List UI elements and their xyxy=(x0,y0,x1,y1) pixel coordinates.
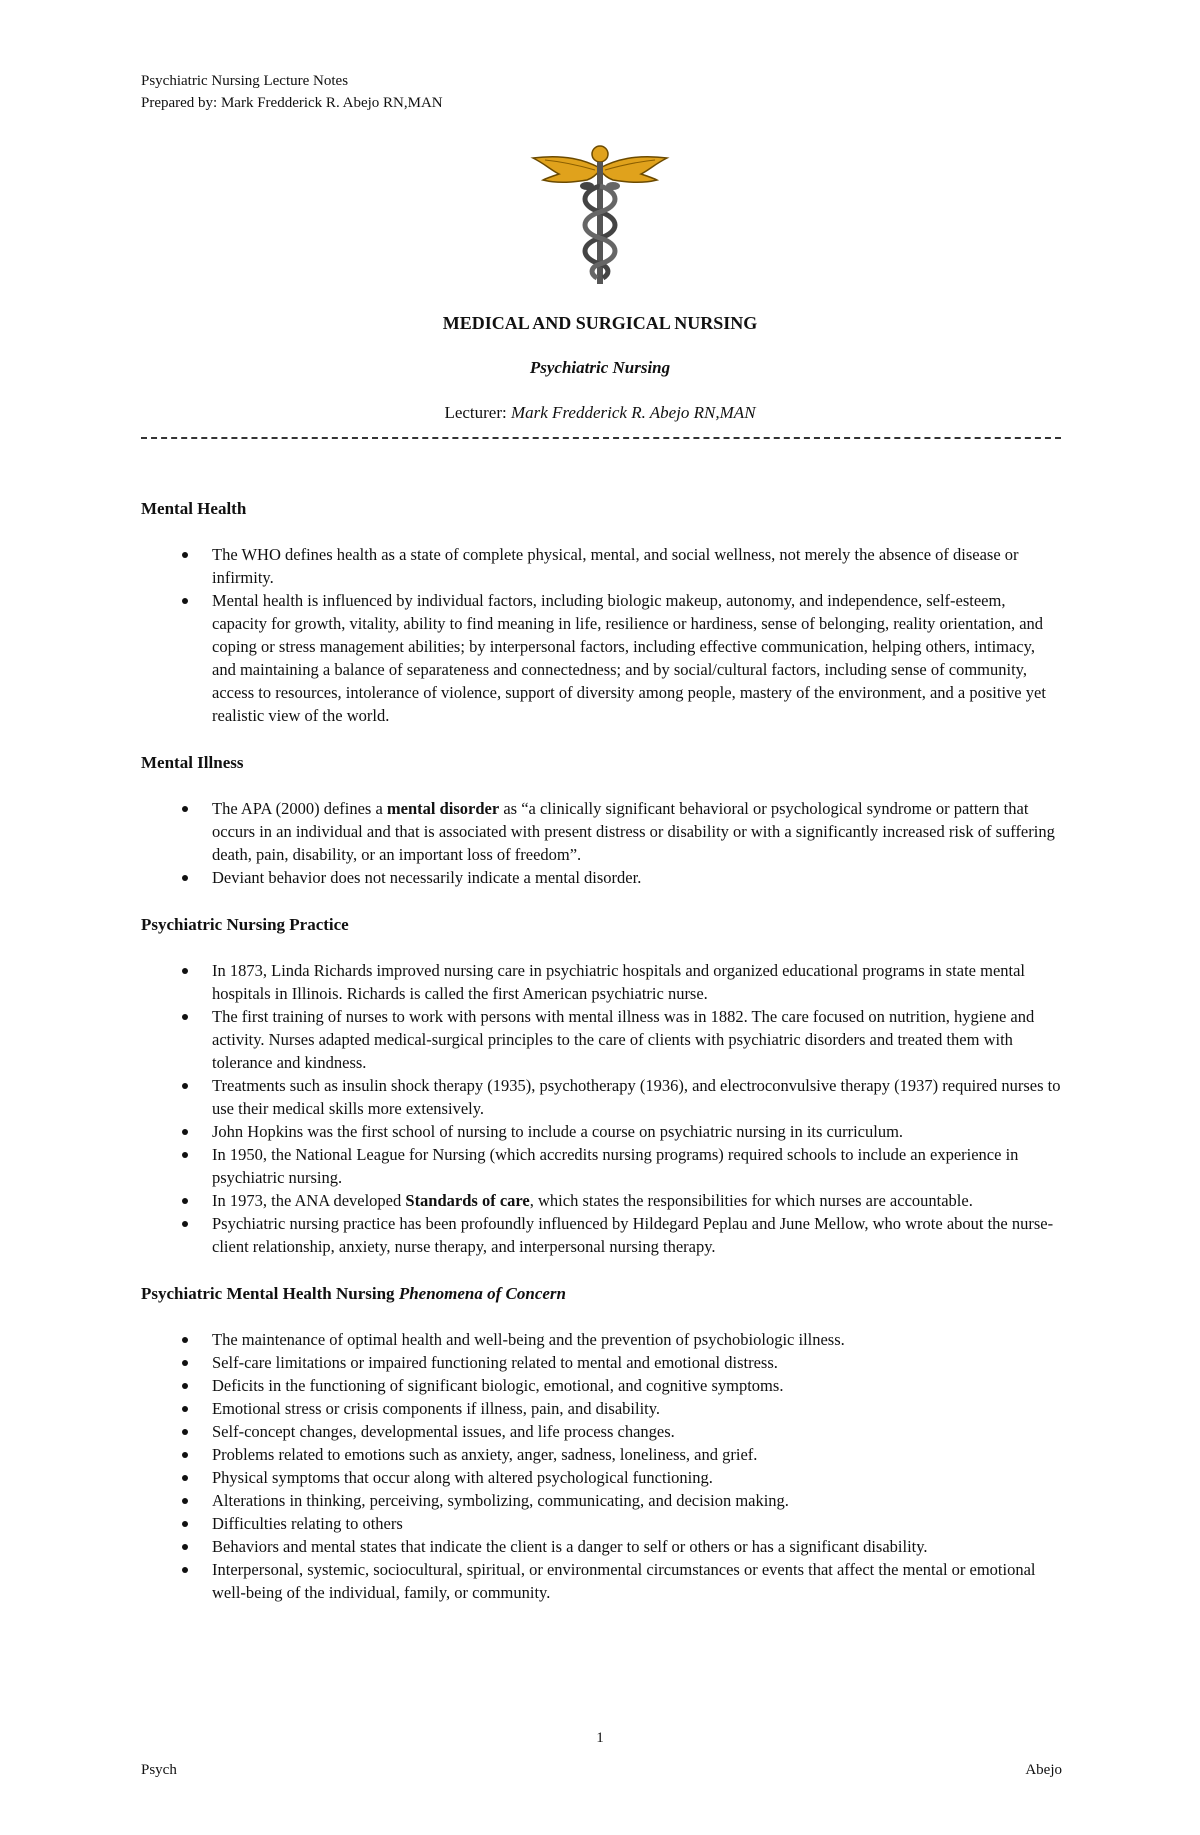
list-item: In 1873, Linda Richards improved nursing care in psychiatric hospitals and organized educational programs in state mental hospitals in Illinois. Richards is called the first American psychiatric nurse. xyxy=(141,959,1061,1005)
list-item: Self-concept changes, developmental issues, and life process changes. xyxy=(141,1420,1061,1443)
list-item: Self-care limitations or impaired functioning related to mental and emotional distress. xyxy=(141,1351,1061,1374)
heading-text: Psychiatric Mental Health Nursing xyxy=(141,1284,399,1303)
list-item xyxy=(141,797,1061,866)
mental-illness-list xyxy=(141,797,1061,889)
list-item: Deviant behavior does not necessarily indicate a mental disorder. xyxy=(141,866,1061,889)
text-run: as “a clinically significant behavioral or psychological syndrome or pattern that occurs in an individual and that is associated with present distress or disability or with a significantly increased risk of suffering death, pain, disability, or an important loss of freedom”. xyxy=(212,799,1055,864)
section-heading-mental-health: Mental Health xyxy=(141,499,247,518)
heading-italic-text: Phenomena of Concern xyxy=(398,1284,566,1303)
list-item: In 1950, the National League for Nursing (which accredits nursing programs) required schools to include an experience in psychiatric nursing. xyxy=(141,1143,1061,1189)
list-item: Difficulties relating to others xyxy=(141,1512,1061,1535)
text-run: In 1973, the ANA developed xyxy=(212,1191,406,1210)
text-run: , which states the responsibilities for which nurses are accountable. xyxy=(529,1191,973,1210)
footer-right: Abejo xyxy=(1025,1762,1062,1778)
list-item: Mental health is influenced by individual factors, including biologic makeup, autonomy, and independence, self-esteem, capacity for growth, vitality, ability to find meaning in life, resilience or hardiness, sense of belonging, reality orientation, and coping or stress management abilities; by interpersonal factors, including effective communication, helping others, intimacy, and maintaining a balance of separateness and connectedness; and by social/cultural factors, including sense of community, access to resources, intolerance of violence, support of diversity among people, mastery of the environment, and a positive yet realistic view of the world. xyxy=(141,589,1061,727)
list-item: The first training of nurses to work with persons with mental illness was in 1882. The care focused on nutrition, hygiene and activity. Nurses adapted medical-surgical principles to the care of clients with psychiatric disorders and treated them with tolerance and kindness. xyxy=(141,1005,1061,1074)
footer-left: Psych xyxy=(141,1762,177,1778)
lecturer-name: Mark Fredderick R. Abejo RN,MAN xyxy=(510,403,756,422)
list-item: Interpersonal, systemic, sociocultural, spiritual, or environmental circumstances or events that affect the mental or emotional well-being of the individual, family, or community. xyxy=(141,1558,1061,1604)
list-item: Alterations in thinking, perceiving, symbolizing, communicating, and decision making. xyxy=(141,1489,1061,1512)
header-line-1: Psychiatric Nursing Lecture Notes xyxy=(141,73,349,89)
section-heading-mental-illness: Mental Illness xyxy=(141,753,244,772)
term-standards-of-care: Standards of care xyxy=(405,1191,530,1210)
lecturer-label: Lecturer: xyxy=(444,403,511,422)
list-item: Problems related to emotions such as anxiety, anger, sadness, loneliness, and grief. xyxy=(141,1443,1061,1466)
document-body xyxy=(141,497,1061,1628)
running-header xyxy=(141,70,443,114)
list-item: Physical symptoms that occur along with altered psychological functioning. xyxy=(141,1466,1061,1489)
phenomena-list xyxy=(141,1328,1061,1604)
section-heading-practice: Psychiatric Nursing Practice xyxy=(141,915,349,934)
list-item: The WHO defines health as a state of complete physical, mental, and social wellness, not merely the absence of disease or infirmity. xyxy=(141,543,1061,589)
list-item: Emotional stress or crisis components if illness, pain, and disability. xyxy=(141,1397,1061,1420)
text-run: The APA (2000) defines a xyxy=(212,799,387,818)
list-item: Treatments such as insulin shock therapy (1935), psychotherapy (1936), and electroconvulsive therapy (1937) required nurses to use their medical skills more extensively. xyxy=(141,1074,1061,1120)
mental-health-list xyxy=(141,543,1061,727)
list-item: The maintenance of optimal health and well-being and the prevention of psychobiologic illness. xyxy=(141,1328,1061,1351)
list-item: Deficits in the functioning of significant biologic, emotional, and cognitive symptoms. xyxy=(141,1374,1061,1397)
list-item: Behaviors and mental states that indicate the client is a danger to self or others or has a significant disability. xyxy=(141,1535,1061,1558)
document-title: MEDICAL AND SURGICAL NURSING xyxy=(442,313,758,333)
section-heading-phenomena xyxy=(141,1282,1061,1305)
dashed-divider xyxy=(141,437,1061,439)
practice-list xyxy=(141,959,1061,1258)
document-subtitle: Psychiatric Nursing xyxy=(529,358,671,377)
list-item: John Hopkins was the first school of nursing to include a course on psychiatric nursing in its curriculum. xyxy=(141,1120,1061,1143)
page-number: 1 xyxy=(596,1730,604,1746)
lecturer-line xyxy=(0,403,1200,423)
list-item xyxy=(141,1189,1061,1212)
caduceus-icon xyxy=(525,140,675,290)
header-line-2: Prepared by: Mark Fredderick R. Abejo RN,MAN xyxy=(141,95,443,111)
term-mental-disorder: mental disorder xyxy=(386,799,500,818)
list-item: Psychiatric nursing practice has been profoundly influenced by Hildegard Peplau and June Mellow, who wrote about the nurse-client relationship, anxiety, nurse therapy, and interpersonal nursing therapy. xyxy=(141,1212,1061,1258)
